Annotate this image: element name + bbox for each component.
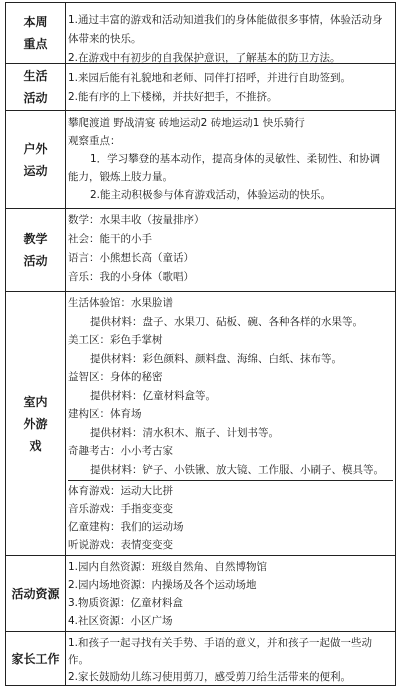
resource-2: 2.园内场地资源：内操场及各个运动场地 (68, 579, 257, 591)
games-subdivider (68, 480, 393, 481)
game-music: 音乐游戏：手指变变变 (68, 503, 173, 515)
row-life-activity (6, 63, 395, 110)
row-games (6, 291, 395, 555)
label-games: 室内外游戏 (6, 292, 66, 555)
weekly-plan-table (5, 2, 396, 686)
row-parents (6, 631, 395, 685)
teaching-language: 语言：小熊想长高（童话） (68, 252, 194, 264)
parents-line-2: 2.家长鼓励幼儿练习使用剪刀，感受剪刀给生活带来的便利。 (68, 671, 352, 683)
life-line-1: 1.来园后能有礼貌地和老师、同伴打招呼，并进行自助签到。 (68, 72, 352, 84)
area-puzzle: 益智区：身体的秘密 (68, 371, 163, 383)
focus-line-1: 1.通过丰富的游戏和活动知道我们的身体能做很多事情，体验活动身体带来的快乐。 (68, 14, 383, 45)
outdoor-point-2: 2.能主动积极参与体育游戏活动，体验运动的快乐。 (90, 189, 332, 201)
row-teaching-activity (6, 208, 395, 291)
label-outdoor-sports: 户外运动 (6, 111, 66, 208)
outdoor-observation-title: 观察重点： (68, 135, 121, 147)
label-resources: 活动资源 (6, 556, 66, 631)
focus-line-2: 2.在游戏中有初步的自我保护意识，了解基本的防卫方法。 (68, 52, 341, 64)
area-life-experience: 生活体验馆：水果脸谱 (68, 297, 173, 309)
resource-3: 3.物质资源：亿童材料盒 (68, 597, 184, 609)
area-construction: 建构区：体育场 (68, 408, 142, 420)
row-outdoor-sports (6, 110, 395, 208)
area-archaeology: 奇趣考古：小小考古家 (68, 445, 173, 457)
outdoor-point-1: 1．学习攀登的基本动作，提高身体的灵敏性、柔韧性、和协调 (90, 153, 381, 165)
label-life-activity: 生活活动 (6, 64, 66, 110)
teaching-music: 音乐：我的小身体（歌唱） (68, 271, 194, 283)
resource-1: 1.园内自然资源：班级自然角、自然博物馆 (68, 561, 268, 573)
teaching-math: 数学：水果丰收（按量排序） (68, 214, 205, 226)
area-archaeology-materials: 提供材料：铲子、小铁锹、放大镜、工作服、小刷子、模具等。 (90, 463, 384, 476)
label-teaching-activity: 教学活动 (6, 209, 66, 291)
outdoor-activities: 攀爬渡道 野战清宴 砖地运动2 砖地运动1 快乐骑行 (68, 117, 305, 129)
life-line-2: 2.能有序的上下楼梯，并扶好把手，不推挤。 (68, 91, 278, 103)
label-weekly-focus: 本周重点 (6, 3, 66, 63)
parents-line-1: 1.和孩子一起寻找有关手势、手语的意义，并和孩子一起做一些动作。 (68, 637, 373, 666)
game-listening: 听说游戏：表情变变变 (68, 539, 173, 551)
teaching-social: 社会：能干的小手 (68, 233, 152, 245)
area-life-experience-materials: 提供材料：盘子、水果刀、砧板、碗、各种各样的水果等。 (90, 315, 363, 328)
resource-4: 4.社区资源：小区广场 (68, 615, 173, 627)
area-art: 美工区：彩色手掌树 (68, 334, 163, 346)
row-resources (6, 555, 395, 631)
area-puzzle-materials: 提供材料：亿童材料盒等。 (90, 389, 216, 402)
game-construction: 亿童建构：我们的运动场 (68, 521, 184, 533)
label-parents: 家长工作 (6, 632, 66, 685)
outdoor-point-1-cont: 能力，锻炼上肢力量。 (68, 171, 173, 183)
game-sports: 体育游戏：运动大比拼 (68, 485, 173, 497)
area-art-materials: 提供材料：彩色颜料、颜料盘、海绵、白纸、抹布等。 (90, 352, 342, 365)
row-weekly-focus (6, 3, 395, 63)
area-construction-materials: 提供材料：清水积木、瓶子、计划书等。 (90, 426, 279, 439)
